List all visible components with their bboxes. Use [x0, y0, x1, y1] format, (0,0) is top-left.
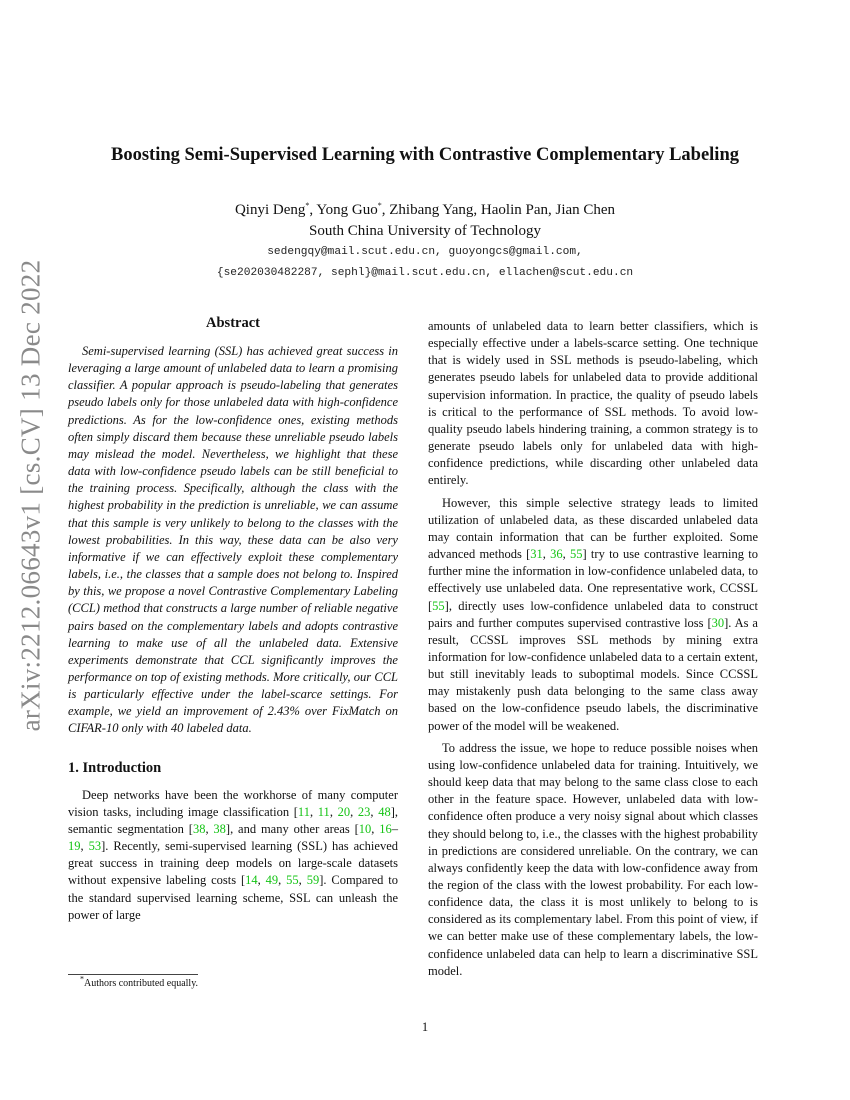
- citation-link[interactable]: 30: [711, 615, 725, 630]
- citation-link[interactable]: 48: [378, 804, 391, 819]
- citation-link[interactable]: 38: [192, 821, 206, 836]
- citation-link[interactable]: 38: [213, 821, 226, 836]
- citation-link[interactable]: 10: [358, 821, 372, 836]
- citation-link[interactable]: 19: [68, 839, 81, 854]
- abstract-heading: Abstract: [206, 315, 260, 331]
- right-column: [428, 318, 758, 980]
- email-line: {se202030482287, sephl}@mail.scut.edu.cn, ellachen@scut.edu.cn: [216, 267, 634, 279]
- section-heading-introduction: 1. Introduction: [68, 759, 162, 776]
- intro-paragraph-2: However, this simple selective strategy leads to limited utilization of unlabeled data, as these discarded unlabeled data may contain information that can be further exploited. Some advanced methods [31, 36, 55] try to use contrastive learning to further mine the information in low-confidence unlabeled data, to effectively use unlabeled data. One representative work, CCSSL [55], directly uses low-confidence unlabeled data to construct pairs and further computes supervised contrastive loss [30]. As a result, CCSSL improves SSL methods by mining extra information for low-confidence unlabeled data to a certain extent, but still inevitably leads to suboptimal models. Since CCSSL may mistakenly push data belonging to the same class away based on the low-confidence pseudo labels, the discriminative power of the model will be weakened.: [428, 495, 759, 733]
- footnote-text: Authors contributed equally.: [84, 978, 199, 989]
- equal-contribution-mark: *: [305, 201, 310, 210]
- intro-paragraph-1-continued: amounts of unlabeled data to learn better classifiers, which is especially effective under a labels-scarce setting. One technique that is widely used in SSL methods is pseudo-labeling, which generates pseudo labels for unlabeled data to provide additional supervision information. In practice, the quality of pseudo labels is critical to the performance of SSL methods. To avoid low-quality pseudo labels hindering training, a common strategy is to generate pseudo labels only for unlabeled data with high-confidence predictions, while discarding other unlabeled data entirely.: [428, 319, 758, 488]
- author-block: [60, 200, 790, 284]
- citation-link[interactable]: 11: [317, 804, 330, 819]
- citation-link[interactable]: 55: [570, 547, 583, 562]
- footnote-mark: *: [80, 974, 84, 984]
- author-name: Zhibang Yang: [389, 202, 474, 218]
- left-column: [68, 312, 398, 924]
- paper-title: Boosting Semi-Supervised Learning with Contrastive Complementary Labeling: [111, 145, 739, 165]
- page-number: 1: [421, 1020, 429, 1034]
- equal-contribution-mark: *: [377, 201, 382, 210]
- abstract-text: Semi-supervised learning (SSL) has achieved great success in leveraging a large amount of unlabeled data to learn a promising classifier. A popular approach is pseudo-labeling that generates pseudo labels only for those unlabeled data with high-confidence predictions. As for the low-confidence ones, existing methods often simply discard them because these unreliable pseudo labels may mislead the model. Nevertheless, we highlight that these data with low-confidence pseudo labels can be still beneficial to the training process. Specifically, although the class with the highest probability in the prediction is unreliable, we can assume that this sample is very unlikely to belong to the classes with the lowest probabilities. In this way, these data can be also very informative if we can effectively exploit these complementary labels, i.e., the classes that a sample does not belong to. Inspired by this, we propose a novel Contrastive Complementary Labeling (CCL) method that constructs a large number of reliable negative pairs based on the complementary labels and adopts contrastive learning to make use of all the unlabeled data. Extensive experiments demonstrate that CCL significantly improves the performance on top of existing methods. More critically, our CCL is particularly effective under the label-scarce settings. For example, we yield an improvement of 2.43% over FixMatch on CIFAR-10 only with 40 labeled data.: [68, 344, 398, 736]
- citation-link[interactable]: 11: [297, 804, 310, 819]
- arxiv-identifier: arXiv:2212.06643v1 [cs.CV] 13 Dec 2022: [15, 259, 46, 731]
- citation-link[interactable]: 55: [286, 873, 299, 888]
- author-name: Haolin Pan: [480, 202, 548, 218]
- footnote: [80, 974, 199, 989]
- citation-link[interactable]: 31: [530, 547, 543, 562]
- affiliation: South China University of Technology: [309, 223, 541, 239]
- citation-link[interactable]: 49: [265, 873, 279, 888]
- citation-link[interactable]: 36: [550, 547, 563, 562]
- author-name: Qinyi Deng: [234, 202, 306, 218]
- citation-link[interactable]: 23: [357, 804, 371, 819]
- author-names: Qinyi Deng*, Yong Guo*, Zhibang Yang, Haolin Pan, Jian Chen: [234, 201, 616, 218]
- citation-link[interactable]: 55: [432, 598, 445, 613]
- author-name: Yong Guo: [316, 202, 378, 218]
- citation-link[interactable]: 14: [245, 873, 258, 888]
- email-line: sedengqy@mail.scut.edu.cn, guoyongcs@gmail.com,: [267, 246, 583, 258]
- intro-paragraph-3: To address the issue, we hope to reduce possible noises when using low-confidence unlabeled data for training. Intuitively, we should keep data that may belong to the same class close to each other in the feature space. However, unlabeled data with low-confidence often produce a very noisy signal about which classes they should belong to, i.e., the classes with the highest probability in predictions are considered unreliable. On the contrary, we can always confidently keep the data with low-confidence away from the region of the class with the lowest probability. For each low-confidence data, the class it is most unlikely to belong to is considered as its complementary label. From this point of view, if we can better make use of these complementary labels, the low-confidence unlabeled data can help to learn a discriminative SSL model.: [428, 740, 758, 978]
- author-name: Jian Chen: [555, 202, 616, 218]
- citation-link[interactable]: 20: [337, 804, 351, 819]
- citation-link[interactable]: 53: [88, 839, 102, 854]
- footnote-divider: [68, 974, 198, 975]
- citation-link[interactable]: 16: [379, 821, 392, 836]
- intro-paragraph-1: Deep networks have been the workhorse of many computer vision tasks, including image classification [11, 11, 20, 23, 48], semantic segmentation [38, 38], and many other areas [10, 16–19, 53]. Recently, semi-supervised learning (SSL) has achieved great success in training deep models on large-scale datasets without expensive labeling costs [14, 49, 55, 59]. Compared to the standard supervised learning scheme, SSL can unleash the power of large: [68, 787, 399, 922]
- citation-link[interactable]: 59: [306, 873, 320, 888]
- arxiv-stamp: [6, 250, 56, 740]
